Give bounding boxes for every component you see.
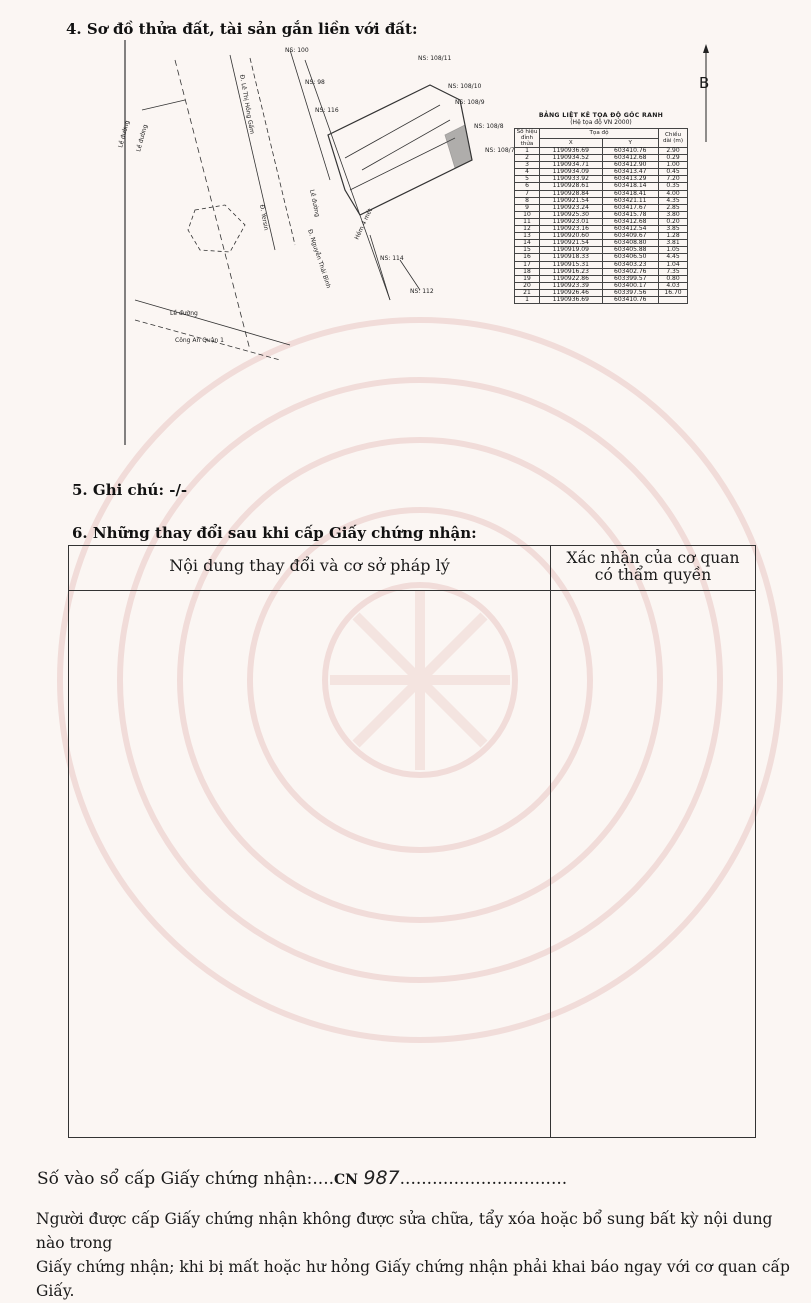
coord-vertex: 12 (515, 226, 540, 233)
coord-vertex: 4 (515, 169, 540, 176)
coord-vertex: 1 (515, 296, 540, 303)
registry-dots-after: ............................... (399, 1169, 568, 1189)
coord-row (515, 183, 688, 190)
coord-length (659, 296, 688, 303)
coord-length: 7.20 (659, 176, 688, 183)
coordinate-table (514, 112, 688, 304)
col-confirmation-line2: có thẩm quyền (594, 566, 712, 584)
coord-row (515, 247, 688, 254)
coord-x: 1190918.33 (540, 254, 603, 261)
coord-length: 1.00 (659, 162, 688, 169)
coord-x: 1190923.39 (540, 282, 603, 289)
coord-y: 603410.76 (602, 148, 658, 155)
coord-vertex: 16 (515, 254, 540, 261)
coord-vertex: 17 (515, 261, 540, 268)
registry-prefix: CN (334, 1172, 358, 1188)
coord-vertex: 13 (515, 233, 540, 240)
note-line-2: Giấy chứng nhận; khi bị mất hoặc hư hỏng Giấy chứng nhận phải khai báo ngay với cơ quan cấp Giấy. (36, 1258, 790, 1300)
col-confirmation (551, 550, 755, 584)
coord-length: 0.35 (659, 183, 688, 190)
note-line-1: Người được cấp Giấy chứng nhận không được sửa chữa, tẩy xóa hoặc bổ sung bất kỳ nội dung nào trong (36, 1210, 773, 1252)
label-ns-114: NS: 114 (380, 255, 404, 262)
coordinate-table-subtitle: (Hệ tọa độ VN 2000) (570, 119, 632, 126)
coord-row (515, 197, 688, 204)
label-ns-100: NS: 100 (285, 47, 309, 54)
coord-row (515, 169, 688, 176)
coord-y: 603406.50 (602, 254, 658, 261)
col-confirmation-line1: Xác nhận của cơ quan (566, 549, 740, 567)
coord-length: 4.35 (659, 197, 688, 204)
header-toado: Tọa độ (540, 129, 659, 139)
coord-row (515, 148, 688, 155)
coord-length: 1.05 (659, 247, 688, 254)
coord-y: 603412.90 (602, 162, 658, 169)
coord-x: 1190922.86 (540, 275, 603, 282)
header-vertex: Số hiệu đỉnh thửa (515, 129, 540, 148)
coord-vertex: 2 (515, 155, 540, 162)
coord-y: 603409.67 (602, 233, 658, 240)
label-ns-112: NS: 112 (410, 288, 434, 295)
coord-vertex: 5 (515, 176, 540, 183)
coord-length: 4.03 (659, 282, 688, 289)
coord-x: 1190916.23 (540, 268, 603, 275)
coord-x: 1190936.69 (540, 296, 603, 303)
coord-length: 1.04 (659, 261, 688, 268)
coord-y: 603403.23 (602, 261, 658, 268)
table-divider (550, 546, 551, 1137)
coord-row (515, 190, 688, 197)
label-ns-108-7: NS: 108/7 (485, 147, 515, 154)
coord-length: 0.29 (659, 155, 688, 162)
section-6-title: 6. Những thay đổi sau khi cấp Giấy chứng nhận: (72, 524, 477, 542)
label-street-thi-hong-gam: Đ. Lê Thị Hồng Gấm (238, 74, 256, 135)
north-label: B (699, 74, 710, 92)
coord-y: 603418.41 (602, 190, 658, 197)
label-ns-108-11: NS: 108/11 (418, 55, 452, 62)
coord-x: 1190915.31 (540, 261, 603, 268)
coord-row (515, 218, 688, 225)
coord-row (515, 296, 688, 303)
coord-length: 0.20 (659, 218, 688, 225)
coord-y: 603412.68 (602, 218, 658, 225)
coord-length: 3.85 (659, 226, 688, 233)
coord-row (515, 233, 688, 240)
coord-vertex: 8 (515, 197, 540, 204)
coord-length: 1.28 (659, 233, 688, 240)
coord-x: 1190921.54 (540, 240, 603, 247)
coord-row (515, 211, 688, 218)
coord-length: 2.85 (659, 204, 688, 211)
registry-number: 987 (363, 1167, 400, 1189)
coord-x: 1190919.09 (540, 247, 603, 254)
coord-vertex: 19 (515, 275, 540, 282)
label-le-duong-3: Lề đường (308, 188, 321, 218)
coord-y: 603400.17 (602, 282, 658, 289)
coord-length: 3.80 (659, 211, 688, 218)
coord-row (515, 226, 688, 233)
changes-table (68, 545, 756, 1138)
coord-x: 1190923.01 (540, 218, 603, 225)
coord-vertex: 10 (515, 211, 540, 218)
coord-vertex: 6 (515, 183, 540, 190)
coord-row (515, 282, 688, 289)
coord-vertex: 14 (515, 240, 540, 247)
registry-dots-before: .... (312, 1169, 335, 1189)
coord-x: 1190925.30 (540, 211, 603, 218)
coord-y: 603415.78 (602, 211, 658, 218)
coord-y: 603410.76 (602, 296, 658, 303)
coord-vertex: 7 (515, 190, 540, 197)
label-cong-an: Công An Quận 1 (175, 337, 224, 344)
coord-vertex: 18 (515, 268, 540, 275)
coord-x: 1190923.24 (540, 204, 603, 211)
coord-y: 603421.11 (602, 197, 658, 204)
coord-vertex: 11 (515, 218, 540, 225)
coord-length: 7.35 (659, 268, 688, 275)
coord-length: 16.70 (659, 289, 688, 296)
coord-y: 603405.88 (602, 247, 658, 254)
coord-row (515, 254, 688, 261)
coord-vertex: 3 (515, 162, 540, 169)
coord-length: 0.45 (659, 169, 688, 176)
coord-x: 1190934.71 (540, 162, 603, 169)
warning-note (36, 1207, 796, 1303)
coord-length: 4.00 (659, 190, 688, 197)
coord-x: 1190934.09 (540, 169, 603, 176)
section-4-title: 4. Sơ đồ thửa đất, tài sản gắn liền với đất: (66, 20, 418, 38)
coord-vertex: 15 (515, 247, 540, 254)
coord-y: 603397.56 (602, 289, 658, 296)
col-change-content: Nội dung thay đổi và cơ sở pháp lý (169, 556, 450, 575)
coord-row (515, 275, 688, 282)
registry-label: Số vào sổ cấp Giấy chứng nhận: (37, 1169, 313, 1189)
coord-length: 4.45 (659, 254, 688, 261)
land-plot-map (100, 40, 540, 450)
coord-y: 603418.14 (602, 183, 658, 190)
coord-x: 1190920.60 (540, 233, 603, 240)
coord-y: 603413.47 (602, 169, 658, 176)
registry-number-line (37, 1167, 567, 1189)
coord-y: 603408.80 (602, 240, 658, 247)
north-arrow-icon (698, 44, 718, 144)
label-hem: Hẻm 4 mét (353, 207, 375, 241)
label-street-nguyen-thai-binh: Đ. Nguyễn Thái Bình (306, 228, 332, 290)
coord-y: 603417.67 (602, 204, 658, 211)
label-ns-108-9: NS: 108/9 (455, 99, 485, 106)
header-length: Chiều dài (m) (659, 129, 688, 148)
coord-vertex: 21 (515, 289, 540, 296)
coord-x: 1190926.46 (540, 289, 603, 296)
header-y: Y (602, 138, 658, 148)
coord-length: 0.80 (659, 275, 688, 282)
section-5-title: 5. Ghi chú: -/- (72, 481, 188, 499)
coord-vertex: 9 (515, 204, 540, 211)
label-ns-98: NS: 98 (305, 79, 325, 86)
coord-row (515, 176, 688, 183)
coord-y: 603412.68 (602, 155, 658, 162)
coord-row (515, 162, 688, 169)
label-ns-116: NS: 116 (315, 107, 339, 114)
coord-vertex: 20 (515, 282, 540, 289)
coord-x: 1190923.16 (540, 226, 603, 233)
header-x: X (540, 138, 603, 148)
coord-row (515, 268, 688, 275)
coord-y: 603412.54 (602, 226, 658, 233)
coord-x: 1190933.92 (540, 176, 603, 183)
coord-x: 1190928.84 (540, 190, 603, 197)
coord-y: 603402.76 (602, 268, 658, 275)
table-header-line (69, 590, 755, 591)
coord-length: 2.90 (659, 148, 688, 155)
coord-row (515, 204, 688, 211)
label-street-yersin: Đ. Yersin (258, 204, 270, 232)
coord-x: 1190936.69 (540, 148, 603, 155)
coord-x: 1190934.52 (540, 155, 603, 162)
coord-vertex: 1 (515, 148, 540, 155)
label-ns-108-8: NS: 108/8 (474, 123, 504, 130)
coord-x: 1190928.61 (540, 183, 603, 190)
coord-row (515, 289, 688, 296)
label-le-duong-1: Lề đường (135, 123, 150, 153)
coord-length: 3.81 (659, 240, 688, 247)
label-le-duong-bottom: Lề đường (170, 310, 198, 317)
coordinate-table-title: BẢNG LIỆT KÊ TỌA ĐỘ GÓC RANH (538, 112, 664, 119)
coord-y: 603399.57 (602, 275, 658, 282)
coord-row (515, 155, 688, 162)
coord-x: 1190921.54 (540, 197, 603, 204)
coord-y: 603413.29 (602, 176, 658, 183)
coord-row (515, 261, 688, 268)
coord-row (515, 240, 688, 247)
label-ns-108-10: NS: 108/10 (448, 83, 482, 90)
label-le-duong-2: Lề đường (117, 119, 132, 149)
